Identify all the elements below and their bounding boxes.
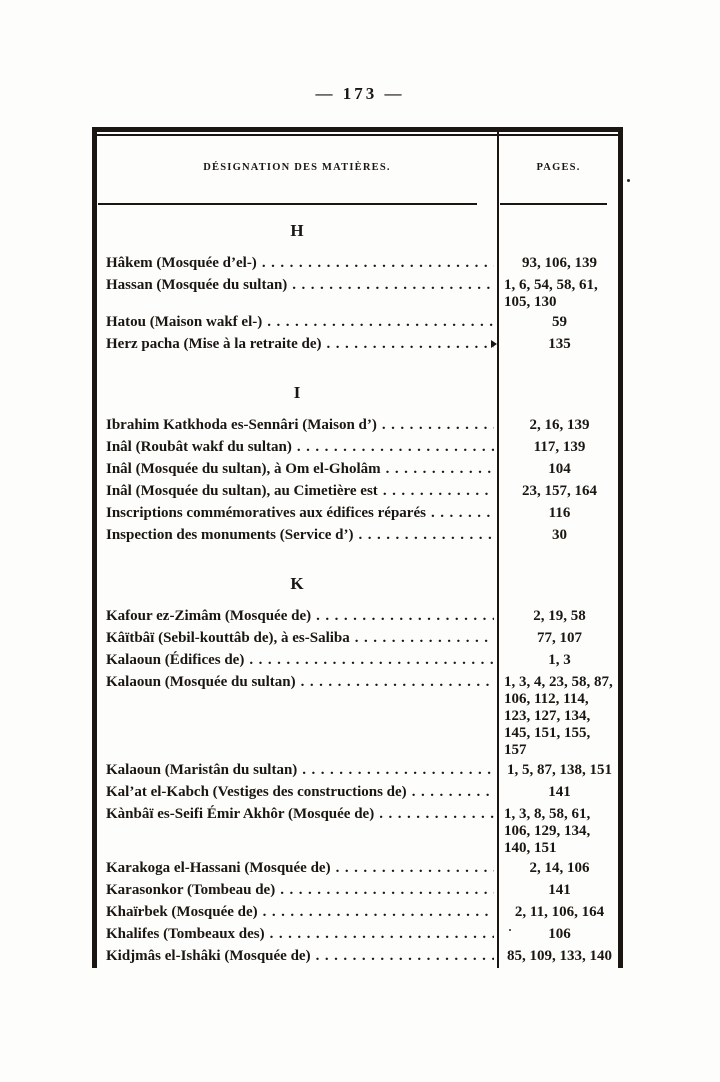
dot-leader (359, 524, 495, 546)
index-entry (97, 627, 618, 649)
dot-leader (386, 458, 494, 480)
index-entry (97, 274, 618, 311)
entry-pages (499, 480, 620, 502)
pages-line: 104 (548, 461, 571, 477)
index-entry (97, 759, 618, 781)
entry-label: Khalifes (Tombeaux des) (106, 926, 265, 942)
pages-line: 23, 157, 164 (522, 483, 597, 499)
entry-pages (499, 502, 620, 524)
index-entry (97, 502, 618, 524)
pages-line: 1, 3, 4, 23, 58, 87, (504, 674, 613, 690)
header-pages: PAGES. (536, 162, 581, 173)
entry-label: Kafour ez-Zimâm (Mosquée de) (106, 608, 312, 624)
index-entry (97, 311, 618, 333)
pages-line: 85, 109, 133, 140 (507, 948, 612, 964)
entry-label-cell (97, 857, 497, 879)
dot-leader (249, 649, 494, 671)
entry-label: Kal’at el-Kabch (Vestiges des constructions de) (106, 784, 407, 800)
pages-line: 135 (548, 336, 571, 352)
entry-pages (499, 803, 620, 857)
entry-pages (499, 901, 620, 923)
entry-label: Karasonkor (Tombeau de) (106, 882, 276, 898)
index-entry (97, 945, 618, 967)
pages-line: 117, 139 (533, 439, 586, 455)
entry-label-cell (97, 945, 497, 967)
dot-leader (316, 605, 494, 627)
pages-line: 2, 16, 139 (529, 417, 590, 433)
entry-label-cell (97, 502, 497, 524)
entry-label: Kâïtbâï (Sebil-kouttâb de), à es-Saliba (106, 630, 350, 646)
entry-label-cell (97, 252, 497, 274)
dot-leader (263, 901, 494, 923)
index-entry (97, 923, 618, 945)
entry-label-cell (97, 333, 497, 355)
pages-line: 140, 151 (504, 840, 557, 856)
entry-pages (499, 458, 620, 480)
index-table (92, 127, 623, 968)
entry-label: Kidjmâs el-Ishâki (Mosquée de) (106, 948, 311, 964)
entry-label-cell (97, 605, 497, 627)
pages-line: 77, 107 (537, 630, 582, 646)
entry-label-cell (97, 649, 497, 671)
header-designation: DÉSIGNATION DES MATIÈRES. (203, 162, 391, 173)
entry-label: Khaïrbek (Mosquée de) (106, 904, 258, 920)
entry-pages (499, 945, 620, 967)
index-entry (97, 803, 618, 857)
index-section-I (97, 381, 618, 546)
dot-leader (382, 414, 494, 436)
pages-line: 145, 151, 155, (504, 725, 591, 741)
entry-pages (499, 274, 620, 311)
entry-label-cell (97, 627, 497, 649)
pages-line: 116 (548, 505, 571, 521)
pages-line: 141 (548, 784, 571, 800)
entry-pages (499, 414, 620, 436)
index-entry (97, 671, 618, 759)
entry-label-cell (97, 414, 497, 436)
entry-label-cell (97, 458, 497, 480)
index-entry (97, 649, 618, 671)
index-entry (97, 524, 618, 546)
entry-label-cell (97, 781, 497, 803)
entry-label: Kalaoun (Mosquée du sultan) (106, 674, 296, 690)
dot-leader (383, 480, 494, 502)
entry-label-cell (97, 879, 497, 901)
entry-pages (499, 436, 620, 458)
index-entry (97, 605, 618, 627)
index-entry (97, 414, 618, 436)
dot-leader (280, 879, 494, 901)
entry-label: Inâl (Mosquée du sultan), au Cimetière est (106, 483, 378, 499)
entry-label: Hâkem (Mosquée d’el-) (106, 255, 257, 271)
pages-line: 141 (548, 882, 571, 898)
entry-label: Kànbâï es-Seifi Émir Akhôr (Mosquée de) (106, 806, 375, 822)
table-header (97, 132, 618, 206)
entry-pages (499, 879, 620, 901)
entry-label-cell (97, 436, 497, 458)
entry-pages (499, 252, 620, 274)
entry-label: Karakoga el-Hassani (Mosquée de) (106, 860, 331, 876)
entry-label: Ibrahim Katkhoda es-Sennâri (Maison d’) (106, 417, 377, 433)
pages-line: 1, 5, 87, 138, 151 (507, 762, 612, 778)
index-section-K (97, 572, 618, 967)
header-rule-right (500, 203, 607, 205)
entry-pages (499, 605, 620, 627)
entry-label-cell (97, 524, 497, 546)
dot-leader (301, 671, 494, 693)
ink-speck (627, 179, 630, 182)
dot-leader (267, 311, 494, 333)
entry-label: Inscriptions commémoratives aux édifices réparés (106, 505, 426, 521)
entry-label: Inâl (Roubât wakf du sultan) (106, 439, 292, 455)
entry-label: Inâl (Mosquée du sultan), à Om el-Gholâm (106, 461, 381, 477)
pages-line: 157 (504, 742, 527, 758)
pages-line: 93, 106, 139 (522, 255, 597, 271)
section-letter: H (290, 221, 304, 240)
entry-label-cell (97, 923, 497, 945)
entry-pages (499, 649, 620, 671)
table-body (97, 219, 618, 967)
pages-line: 1, 3, 8, 58, 61, (504, 806, 591, 822)
index-entry (97, 480, 618, 502)
header-rule-left (98, 203, 477, 205)
dot-leader (379, 803, 494, 825)
pages-line: 1, 6, 54, 58, 61, (504, 277, 598, 293)
entry-label: Kalaoun (Édifices de) (106, 652, 245, 668)
index-entry (97, 857, 618, 879)
dot-leader (336, 857, 494, 879)
entry-label-cell (97, 803, 497, 825)
dot-leader (316, 945, 494, 967)
dot-leader (292, 274, 494, 296)
dot-leader (270, 923, 494, 945)
entry-pages (499, 524, 620, 546)
pages-line: 1, 3 (548, 652, 571, 668)
page-number: — 173 — (315, 84, 405, 103)
entry-pages (499, 923, 620, 945)
entry-label-cell (97, 274, 497, 296)
entry-label: Hassan (Mosquée du sultan) (106, 277, 288, 293)
index-entry (97, 879, 618, 901)
ink-speck (509, 929, 511, 931)
entry-pages (499, 627, 620, 649)
index-entry (97, 458, 618, 480)
pages-line: 59 (552, 314, 567, 330)
entry-label: Inspection des monuments (Service d’) (106, 527, 354, 543)
entry-pages (499, 311, 620, 333)
entry-pages (499, 857, 620, 879)
entry-label-cell (97, 901, 497, 923)
entry-label-cell (97, 480, 497, 502)
dot-leader (302, 759, 494, 781)
index-entry (97, 333, 618, 355)
pages-line: 123, 127, 134, (504, 708, 591, 724)
entry-pages (499, 759, 620, 781)
index-entry (97, 436, 618, 458)
entry-label: Herz pacha (Mise à la retraite de) (106, 336, 322, 352)
pages-line: 106, 112, 114, (504, 691, 589, 707)
entry-pages (499, 781, 620, 803)
section-letter: K (290, 574, 304, 593)
pages-line: 2, 14, 106 (529, 860, 590, 876)
section-letter: I (293, 383, 301, 402)
ink-smudge (491, 340, 497, 348)
dot-leader (326, 333, 494, 355)
pages-line: 106 (548, 926, 571, 942)
entry-label: Hatou (Maison wakf el-) (106, 314, 263, 330)
index-entry (97, 901, 618, 923)
pages-line: 105, 130 (504, 294, 557, 310)
dot-leader (262, 252, 494, 274)
dot-leader (297, 436, 494, 458)
entry-pages (499, 333, 620, 355)
dot-leader (431, 502, 494, 524)
entry-label: Kalaoun (Maristân du sultan) (106, 762, 298, 778)
pages-line: 2, 19, 58 (533, 608, 586, 624)
dot-leader (355, 627, 494, 649)
entry-pages (499, 671, 620, 759)
entry-label-cell (97, 759, 497, 781)
entry-label-cell (97, 671, 497, 693)
index-entry (97, 252, 618, 274)
entry-label-cell (97, 311, 497, 333)
pages-line: 106, 129, 134, (504, 823, 591, 839)
pages-line: 2, 11, 106, 164 (514, 904, 605, 920)
pages-line: 30 (552, 527, 567, 543)
index-entry (97, 781, 618, 803)
index-section-H (97, 219, 618, 355)
dot-leader (412, 781, 494, 803)
